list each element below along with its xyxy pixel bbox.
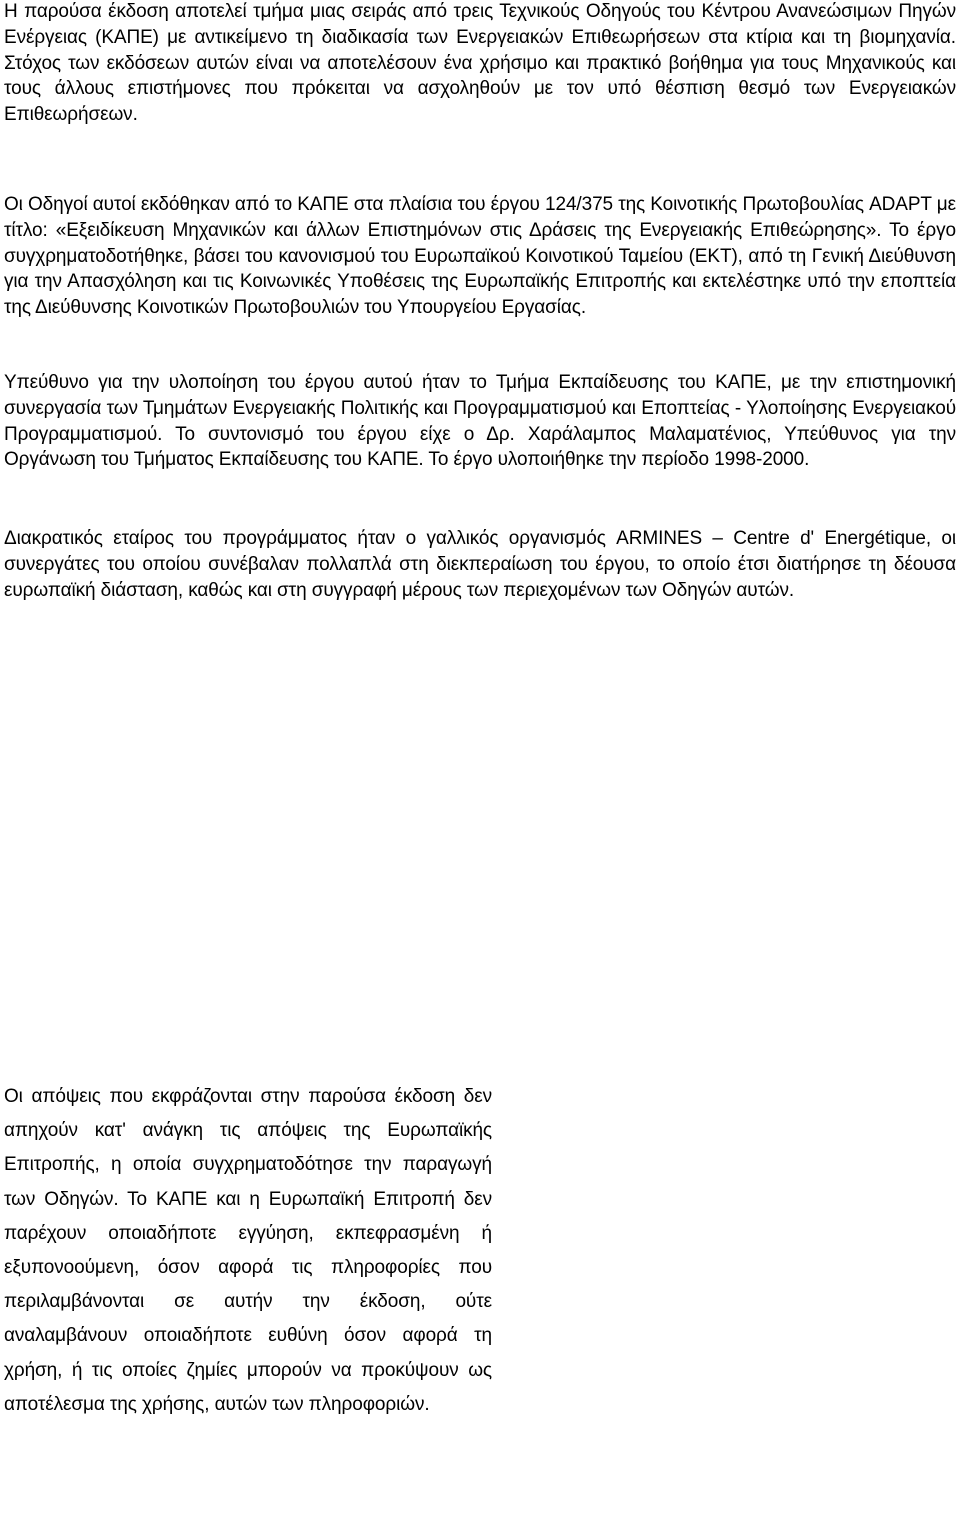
- adapt-project-paragraph: Οι Οδηγοί αυτοί εκδόθηκαν από το ΚΑΠΕ στα πλαίσια του έργου 124/375 της Κοινοτικής Πρωτοβουλίας ADAPT με τίτλο: «Εξειδίκευση Μηχανικών και άλλων Επιστημόνων στις Δράσεις της Ενεργειακής Επιθεώρησης». Το έργο συγχρηματοδοτήθηκε, βάσει του κανονισμού του Ευρωπαϊκού Κοινοτικού Ταμείου (ΕΚΤ), από τη Γενική Διεύθυνση για την Απασχόληση και τις Κοινωνικές Υποθέσεις της Ευρωπαϊκής Επιτροπής και εκτελέστηκε υπό την εποπτεία της Διεύθυνσης Κοινοτικών Πρωτοβουλιών του Υπουργείου Εργασίας.: [4, 194, 956, 319]
- intro-paragraph: Η παρούσα έκδοση αποτελεί τμήμα μιας σειράς από τρεις Τεχνικούς Οδηγούς του Κέντρου Ανανεώσιμων Πηγών Ενέργειας (ΚΑΠΕ) με αντικείμενο τη διαδικασία των Ενεργειακών Επιθεωρήσεων στα κτίρια και τη βιομηχανία. Στόχος των εκδόσεων αυτών είναι να αποτελέσουν ένα χρήσιμο και πρακτικό βοήθημα για τους Μηχανικούς και τους άλλους επιστήμονες που πρόκειται να ασχοληθούν με τον υπό θέσπιση θεσμό των Ενεργειακών Επιθεωρήσεων.: [4, 1, 956, 126]
- implementation-paragraph: Υπεύθυνο για την υλοποίηση του έργου αυτού ήταν το Τμήμα Εκπαίδευσης του ΚΑΠΕ, με την επιστημονική συνεργασία των Τμημάτων Ενεργειακής Πολιτικής και Προγραμματισμού και Εποπτείας - Υλοποίησης Ενεργειακού Προγραμματισμού. Το συντονισμό του έργου είχε ο Δρ. Χαράλαμπος Μαλαματένιος, Υπεύθυνος για την Οργάνωση του Τμήματος Εκπαίδευσης του ΚΑΠΕ. Το έργο υλοποιήθηκε την περίοδο 1998-2000.: [4, 372, 956, 471]
- transnational-partner-paragraph: Διακρατικός εταίρος του προγράμματος ήταν ο γαλλικός οργανισμός ARMINES – Centre d' Energétique, οι συνεργάτες του οποίου συνέβαλαν πολλαπλά στη διεκπεραίωση του έργου, το οποίο έτσι διατήρησε τη δέουσα ευρωπαϊκή διάσταση, καθώς και στη συγγραφή μέρους των περιεχομένων των Οδηγών αυτών.: [4, 528, 956, 601]
- disclaimer-paragraph: Οι απόψεις που εκφράζονται στην παρούσα έκδοση δεν απηχούν κατ' ανάγκη τις απόψεις της Ευρωπαϊκής Επιτροπής, η οποία συγχρηματοδότησε την παραγωγή των Οδηγών. Το ΚΑΠΕ και η Ευρωπαϊκή Επιτροπή δεν παρέχουν οποιαδήποτε εγγύηση, εκπεφρασμένη ή εξυπονοούμενη, όσον αφορά τις πληροφορίες που περιλαμβάνονται σε αυτήν την έκδοση, ούτε αναλαμβάνουν οποιαδήποτε ευθύνη όσον αφορά τη χρήση, ή τις οποίες ζημίες μπορούν να προκύψουν ως αποτέλεσμα της χρήσης, αυτών των πληροφοριών.: [4, 1086, 492, 1415]
